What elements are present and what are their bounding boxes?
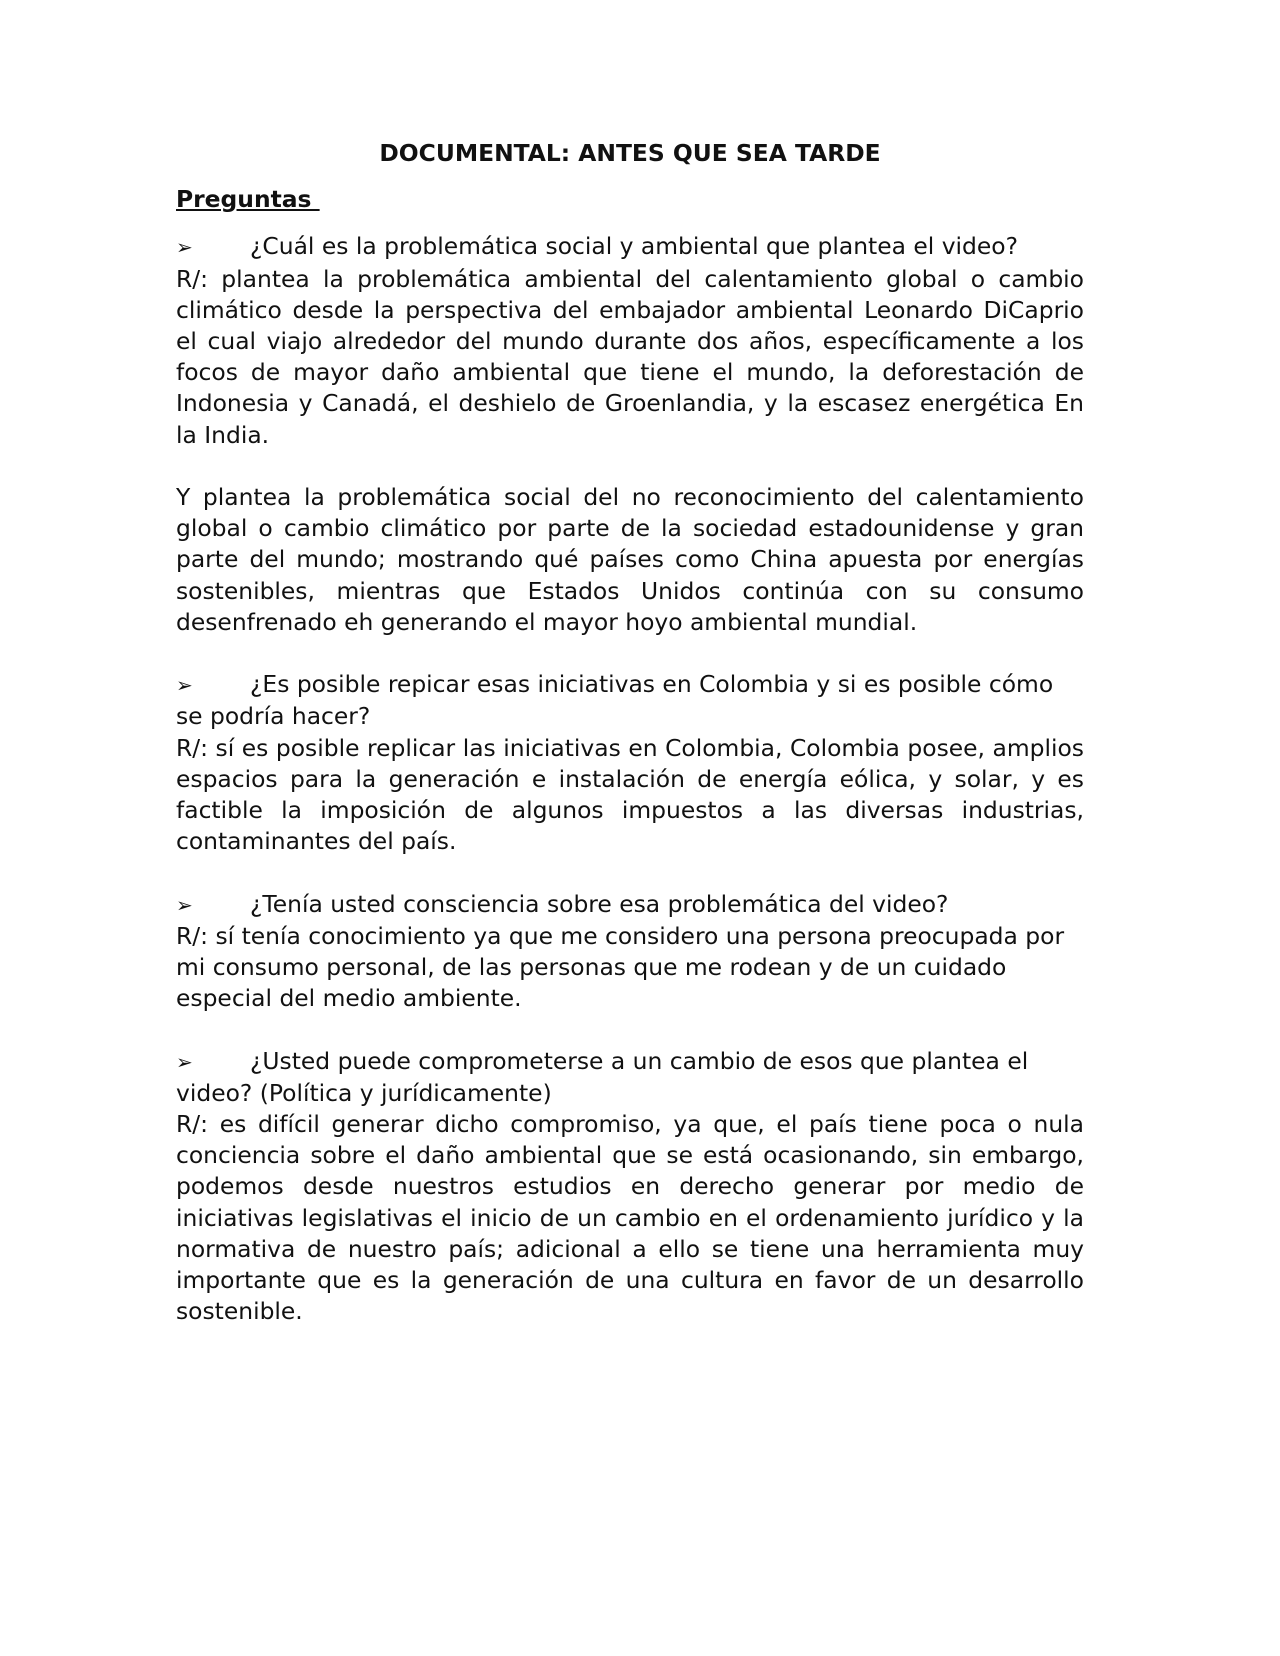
question-text: ¿Usted puede comprometerse a un cambio de esos que plantea el video? (Política y jurídicamente) — [176, 1046, 1029, 1107]
answer-2: R/: sí es posible replicar las iniciativas en Colombia, Colombia posee, amplios espacios para la generación e instalación de energía eólica, y solar, y es factible la imposición de algunos impuestos a las diversas industrias, contaminantes del país. — [176, 733, 1084, 856]
arrowhead-bullet-icon: ➢ — [176, 892, 193, 917]
section-heading: Preguntas — [176, 185, 320, 214]
arrowhead-bullet-icon: ➢ — [176, 1049, 193, 1074]
question-text: ¿Es posible repicar esas iniciativas en Colombia y si es posible cómo se podría hacer? — [176, 670, 1054, 731]
answer-1: R/: plantea la problemática ambiental del calentamiento global o cambio climático desde la perspectiva del embajador ambiental Leonardo DiCaprio el cual viajo alrededor del mundo durante dos años, específicamente a los focos de mayor daño ambiental que tiene el mundo, la deforestación de Indonesia y Canadá, el deshielo de Groenlandia, y la escasez energética En la India. — [176, 264, 1084, 449]
question-2 — [176, 669, 1084, 732]
document-title: DOCUMENTAL: ANTES QUE SEA TARDE — [379, 139, 881, 167]
spacer — [176, 451, 1084, 482]
question-3 — [176, 889, 1084, 921]
answer-1-continued: Y plantea la problemática social del no reconocimiento del calentamiento global o cambio climático por parte de la sociedad estadounidense y gran parte del mundo; mostrando qué países como China apuesta por energías sostenibles, mientras que Estados Unidos continúa con su consumo desenfrenado eh generando el mayor hoyo ambiental mundial. — [176, 483, 1084, 636]
question-text: ¿Cuál es la problemática social y ambiental que plantea el video? — [250, 232, 1019, 261]
arrowhead-bullet-icon: ➢ — [176, 673, 193, 698]
document-body — [176, 138, 1084, 1327]
answer-3: R/: sí tenía conocimiento ya que me considero una persona preocupada por mi consumo personal, de las personas que me rodean y de un cuidado especial del medio ambiente. — [176, 921, 1065, 1013]
question-text: ¿Tenía usted consciencia sobre esa problemática del video? — [250, 889, 949, 918]
arrowhead-bullet-icon: ➢ — [176, 235, 193, 260]
spacer — [176, 1014, 1084, 1045]
spacer — [176, 857, 1084, 888]
question-1 — [176, 231, 1084, 263]
spacer — [176, 638, 1084, 669]
answer-4: R/: es difícil generar dicho compromiso, ya que, el país tiene poca o nula conciencia sobre el daño ambiental que se está ocasionando, sin embargo, podemos desde nuestros estudios en derecho generar por medio de iniciativas legislativas el inicio de un cambio en el ordenamiento jurídico y la normativa de nuestro país; adicional a ello se tiene una herramienta muy importante que es la generación de una cultura en favor de un desarrollo sostenible. — [176, 1110, 1084, 1326]
question-4 — [176, 1046, 1084, 1109]
